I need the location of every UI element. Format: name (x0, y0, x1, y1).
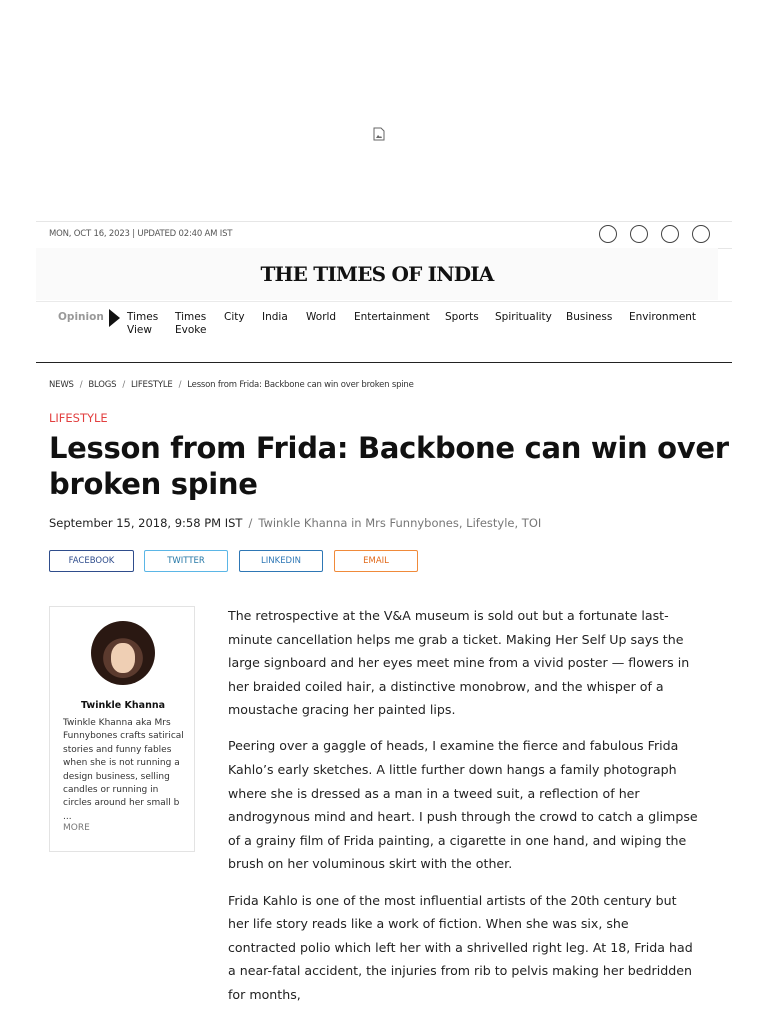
author-name[interactable]: Twinkle Khanna (80, 700, 166, 711)
nav-opinion[interactable]: Opinion (58, 311, 104, 323)
social-circle-icon[interactable] (661, 225, 679, 243)
nav-item-business[interactable]: Business (566, 311, 613, 323)
author-avatar[interactable] (91, 621, 155, 685)
social-circle-icon[interactable] (692, 225, 710, 243)
breadcrumb-separator: / (178, 380, 182, 390)
nav-item-world[interactable]: World (306, 311, 337, 323)
social-circle-icon[interactable] (599, 225, 617, 243)
article-title: Lesson from Frida: Backbone can win over broken spine (49, 431, 729, 501)
meta-separator: / (248, 516, 253, 530)
article-paragraph: Peering over a gaggle of heads, I examine the fierce and fabulous Frida Kahlo’s early sketches. A little further down hangs a family photograph where she is dressed as a man in a tweed suit, a reflection of her androgynous mind and heart. I push through the crowd to catch a glimpse of a grainy film of Frida painting, a cigarette in one hand, and wiping the brush on her voluminous skirt with the other. (228, 738, 698, 872)
breadcrumb-lifestyle[interactable]: LIFESTYLE (131, 380, 173, 390)
site-logo[interactable]: THE TIMES OF INDIA (260, 262, 494, 286)
social-circle-icon[interactable] (630, 225, 648, 243)
share-linkedin-button[interactable]: LINKEDIN (239, 550, 323, 572)
share-facebook-button[interactable]: FACEBOOK (49, 550, 134, 572)
masthead (36, 248, 718, 300)
article-paragraph: The retrospective at the V&A museum is sold out but a fortunate last-minute cancellation helps me grab a ticket. Making Her Self Up says the large signboard and her eyes meet mine from a vivid poster — flowers in her braided coiled hair, a distinctive monobrow, and the whisper of a moustache gracing her painted lips. (228, 608, 690, 718)
top-bar (36, 221, 732, 249)
author-card (49, 606, 195, 852)
breadcrumb-separator: / (79, 380, 83, 390)
share-twitter-button[interactable]: TWITTER (144, 550, 228, 572)
breadcrumb-current: Lesson from Frida: Backbone can win over broken spine (187, 380, 414, 390)
social-icons (599, 225, 710, 243)
breadcrumb (49, 380, 414, 390)
author-more-link[interactable]: MORE (63, 823, 90, 833)
nav-item-times-evoke[interactable]: Times Evoke (175, 311, 207, 336)
nav-item-times-view[interactable]: Times View (127, 311, 159, 336)
article-paragraph: Frida Kahlo is one of the most influential artists of the 20th century but her life story reads like a work of fiction. When she was six, she contracted polio which left her with a shrivelled right leg. At 18, Frida had a near-fatal accident, the injuries from rib to pelvis making her bedridden for months, (228, 892, 693, 1002)
author-bio: Twinkle Khanna aka Mrs Funnybones crafts satirical stories and funny fables when she is not running a design business, selling candles or running in circles around her small b ... (63, 718, 184, 822)
article-category[interactable]: LIFESTYLE (49, 411, 108, 425)
nav-item-city[interactable]: City (224, 311, 245, 323)
image-placeholder-icon (373, 127, 385, 141)
article-date: September 15, 2018, 9:58 PM IST (49, 516, 243, 530)
nav-item-spirituality[interactable]: Spirituality (495, 311, 552, 323)
date-updated: MON, OCT 16, 2023 | UPDATED 02:40 AM IST (49, 229, 233, 239)
breadcrumb-blogs[interactable]: BLOGS (88, 380, 117, 390)
breadcrumb-news[interactable]: NEWS (49, 380, 74, 390)
nav-item-sports[interactable]: Sports (445, 311, 479, 323)
nav-item-environment[interactable]: Environment (629, 311, 697, 323)
nav-item-entertainment[interactable]: Entertainment (354, 311, 430, 323)
nav-arrow-icon (109, 309, 120, 327)
nav-item-india[interactable]: India (262, 311, 288, 323)
article-body (228, 604, 698, 1019)
breadcrumb-separator: / (122, 380, 126, 390)
article-byline[interactable]: Twinkle Khanna in Mrs Funnybones, Lifestyle, TOI (258, 516, 542, 530)
share-email-button[interactable]: EMAIL (334, 550, 418, 572)
article-meta (49, 516, 541, 530)
main-nav (36, 301, 732, 363)
